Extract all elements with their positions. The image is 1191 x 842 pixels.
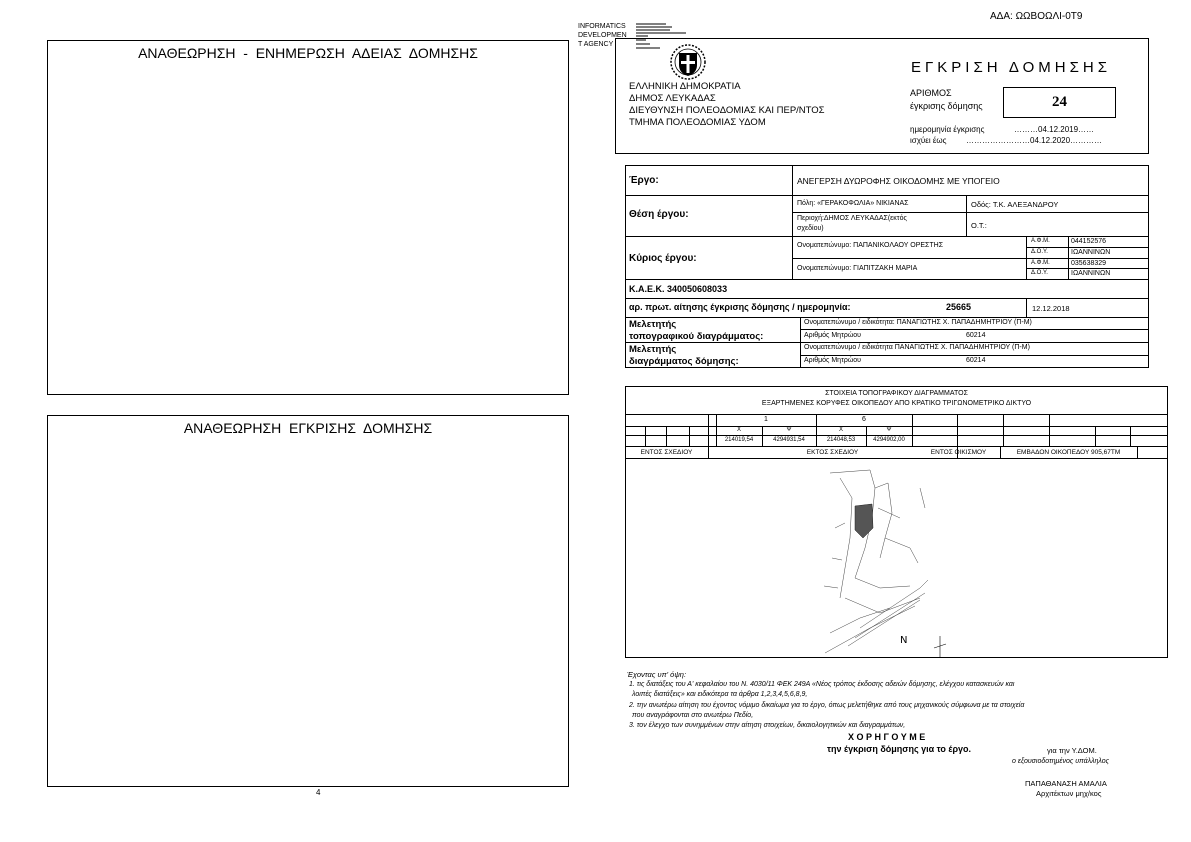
doy-label-1: Δ.Ο.Υ. — [1031, 249, 1048, 255]
site-plan-drawing — [800, 468, 960, 658]
y-label-2: Ψ — [886, 427, 892, 433]
greek-emblem-icon — [670, 43, 706, 81]
periochi-value-1: Περιοχή:ΔΗΜΟΣ ΛΕΥΚΑΔΑΣ(εκτός — [797, 215, 907, 222]
protocol-number: 25665 — [946, 302, 972, 312]
egkrisi-text: την έγκριση δόμησης για το έργο. — [827, 744, 972, 754]
protocol-date: 12.12.2018 — [1032, 304, 1070, 313]
y-label-1: Ψ — [786, 427, 792, 433]
informatics-line-3: T AGENCY — [578, 41, 614, 48]
point-6-label: 6 — [862, 416, 866, 423]
owner-1: Ονοματεπώνυμο: ΠΑΠΑΝΙΚΟΛΑΟΥ ΟΡΕΣΤΗΣ — [797, 242, 944, 249]
revision-update-panel — [47, 40, 569, 395]
gov-line-2: ΔΗΜΟΣ ΛΕΥΚΑΔΑΣ — [629, 93, 716, 104]
y-value-2: 4294902,00 — [873, 437, 905, 443]
domisi-reg-label: Αριθμός Μητρώου — [804, 357, 862, 364]
domisi-label-2: διαγράμματος δόμησης: — [629, 356, 739, 367]
svg-text:N: N — [900, 635, 908, 646]
item-1a: 1. τις διατάξεις του Α' κεφαλαίου του Ν. 4030/11 ΦΕΚ 249Α «Νέος τρόπος έκδοσης αδειών δόμησης, ελέγχου κατασκευών και — [629, 681, 1015, 688]
owner-2: Ονοματεπώνυμο: ΓΙΑΠΙΤΖΑΚΗ ΜΑΡΙΑ — [797, 265, 918, 272]
gov-line-3: ΔΙΕΥΘΥΝΣΗ ΠΟΛΕΟΔΟΜΙΑΣ ΚΑΙ ΠΕΡ/ΝΤΟΣ — [629, 105, 825, 116]
doy-value-2: ΙΩΑΝΝΙΝΩΝ — [1071, 270, 1111, 277]
periochi-value-2: σχεδίου) — [797, 225, 824, 232]
approval-title: ΕΓΚΡΙΣΗ ΔΟΜΗΣΗΣ — [911, 59, 1111, 76]
number-label-1: ΑΡΙΘΜΟΣ — [910, 88, 952, 98]
valid-until-value: ……………………04.12.2020………… — [966, 136, 1103, 145]
exousiodotimenos: ο εξουσιοδοτημένος υπάλληλος — [1012, 758, 1110, 765]
item-2b: που αναγράφονται στο ανωτέρω Πεδίο, — [632, 712, 754, 719]
ektos-sxediou: ΕΚΤΟΣ ΣΧΕΔΙΟΥ — [806, 449, 859, 456]
approval-number-box — [1003, 87, 1116, 118]
domisi-reg-value: 60214 — [966, 357, 986, 364]
approval-number: 24 — [1052, 94, 1067, 110]
coordinate-grid — [625, 414, 1168, 459]
afm-value-2: 035638329 — [1071, 260, 1107, 267]
revision-update-title: ΑΝΑΘΕΩΡΗΣΗ - ΕΝΗΜΕΡΩΣΗ ΑΔΕΙΑΣ ΔΟΜΗΣΗΣ — [138, 45, 478, 61]
approval-date-value: ………04.12.2019…… — [1014, 125, 1095, 134]
valid-until-label: ισχύει έως — [910, 136, 947, 145]
kyrios-label: Κύριος έργου: — [629, 253, 697, 264]
kaek-value: Κ.Α.Ε.Κ. 340050608033 — [629, 284, 728, 294]
item-1b: λοιπές διατάξεις» και ειδικότερα τα άρθρα 1,2,3,4,5,6,8,9, — [632, 691, 808, 698]
domisi-label-1: Μελετητής — [629, 344, 677, 355]
number-label-2: έγκρισης δόμησης — [910, 101, 983, 111]
approval-date-label: ημερομηνία έγκρισης — [910, 125, 985, 134]
doy-value-1: ΙΩΑΝΝΙΝΩΝ — [1071, 249, 1111, 256]
ada-code: ΑΔΑ: ΩΩΒΟΩΛΙ-0Τ9 — [990, 11, 1083, 22]
afm-value-1: 044152576 — [1071, 238, 1107, 245]
informatics-line-1: INFORMATICS — [578, 23, 626, 30]
point-1-label: 1 — [764, 416, 768, 423]
odos-value: Οδός: Τ.Κ. ΑΛΕΞΑΝΔΡΟΥ — [971, 200, 1059, 209]
ergo-label: Έργο: — [629, 175, 659, 186]
protocol-label: αρ. πρωτ. αίτησης έγκρισης δόμησης / ημερομηνία: — [629, 302, 851, 312]
topo-name: Ονοματεπώνυμο / ειδικότητα: ΠΑΝΑΓΙΩΤΗΣ Χ. ΠΑΠΑΔΗΜΗΤΡΙΟΥ (Π-Μ) — [804, 319, 1032, 326]
revision-approval-title: ΑΝΑΘΕΩΡΗΣΗ ΕΓΚΡΙΣΗΣ ΔΟΜΗΣΗΣ — [183, 420, 433, 436]
informatics-line-2: DEVELOPMEN — [578, 32, 627, 39]
domisi-name: Ονοματεπώνυμο / ειδικότητα ΠΑΝΑΓΙΩΤΗΣ Χ. ΠΑΠΑΔΗΜΗΤΡΙΟΥ (Π-Μ) — [804, 344, 1030, 351]
embadon: ΕΜΒΑΔΟΝ ΟΙΚΟΠΕΔΟΥ 905,67ΤΜ — [1016, 449, 1121, 456]
topo-title-1: ΣΤΟΙΧΕΙΑ ΤΟΠΟΓΡΑΦΙΚΟΥ ΔΙΑΓΡΑΜΜΑΤΟΣ — [825, 390, 968, 397]
signer-title: Αρχιτέκτων μηχ/κος — [1036, 789, 1102, 798]
poli-value: Πόλη: «ΓΕΡΑΚΟΦΩΛΙΑ» ΝΙΚΙΑΝΑΣ — [797, 200, 909, 207]
topo-label-2: τοπογραφικού διαγράμματος: — [629, 331, 764, 342]
thesi-label: Θέση έργου: — [629, 209, 689, 220]
gov-lines — [629, 81, 825, 129]
topo-title-2: ΕΞΑΡΤΗΜΕΝΕΣ ΚΟΡΥΦΕΣ ΟΙΚΟΠΕΔΟΥ ΑΠΟ ΚΡΑΤΙΚΟ ΤΡΙΓΩΝΟΜΕΤΡΙΚΟ ΔΙΚΤΥΟ — [761, 400, 1032, 407]
ergo-value: ΑΝΕΓΕΡΣΗ ΔΥΩΡΟΦΗΣ ΟΙΚΟΔΟΜΗΣ ΜΕ ΥΠΟΓΕΙΟ — [797, 176, 1000, 186]
x-label-1: Χ — [736, 427, 741, 433]
item-2a: 2. την ανωτέρω αίτηση του έχοντος νόμιμο δικαίωμα για το έργο, όπως μελετήθηκε από τους μηχανικούς σύμφωνα με τα στοιχεία — [629, 702, 1025, 709]
x-value-1: 214019,54 — [724, 437, 754, 443]
ot-value: Ο.Τ.: — [971, 221, 987, 230]
entos-oikismou: ΕΝΤΟΣ ΟΙΚΙΣΜΟΥ — [930, 449, 987, 456]
x-value-2: 214048,53 — [826, 437, 856, 443]
revision-approval-panel — [47, 415, 569, 787]
chorigoume: Χ Ο Ρ Η Γ Ο Υ Μ Ε — [848, 732, 926, 742]
page-number: 4 — [316, 788, 321, 797]
x-label-2: Χ — [838, 427, 843, 433]
signer-name: ΠΑΠΑΘΑΝΑΣΗ ΑΜΑΛΙΑ — [1025, 779, 1107, 788]
gov-line-4: ΤΜΗΜΑ ΠΟΛΕΟΔΟΜΙΑΣ ΥΔΟΜ — [629, 117, 766, 128]
doy-label-2: Δ.Ο.Υ. — [1031, 270, 1048, 276]
topo-reg-value: 60214 — [966, 332, 986, 339]
topo-reg-label: Αριθμός Μητρώου — [804, 332, 862, 339]
gia-ydom: για την Υ.ΔΟΜ. — [1047, 746, 1097, 755]
gov-line-1: ΕΛΛΗΝΙΚΗ ΔΗΜΟΚΡΑΤΙΑ — [629, 81, 741, 92]
header-box — [615, 38, 1149, 154]
topo-label-1: Μελετητής — [629, 319, 677, 330]
afm-label-1: Α.Φ.Μ. — [1031, 238, 1050, 244]
y-value-1: 4294931,54 — [773, 437, 805, 443]
item-3: 3. τον έλεγχο των συνημμένων στην αίτηση στοιχείων, δικαιολογητικών και διαγραμμάτων, — [629, 722, 906, 729]
afm-label-2: Α.Φ.Μ. — [1031, 260, 1050, 266]
echontas-label: Έχοντας υπ' όψη: — [627, 670, 687, 679]
entos-sxediou: ΕΝΤΟΣ ΣΧΕΔΙΟΥ — [640, 449, 693, 456]
